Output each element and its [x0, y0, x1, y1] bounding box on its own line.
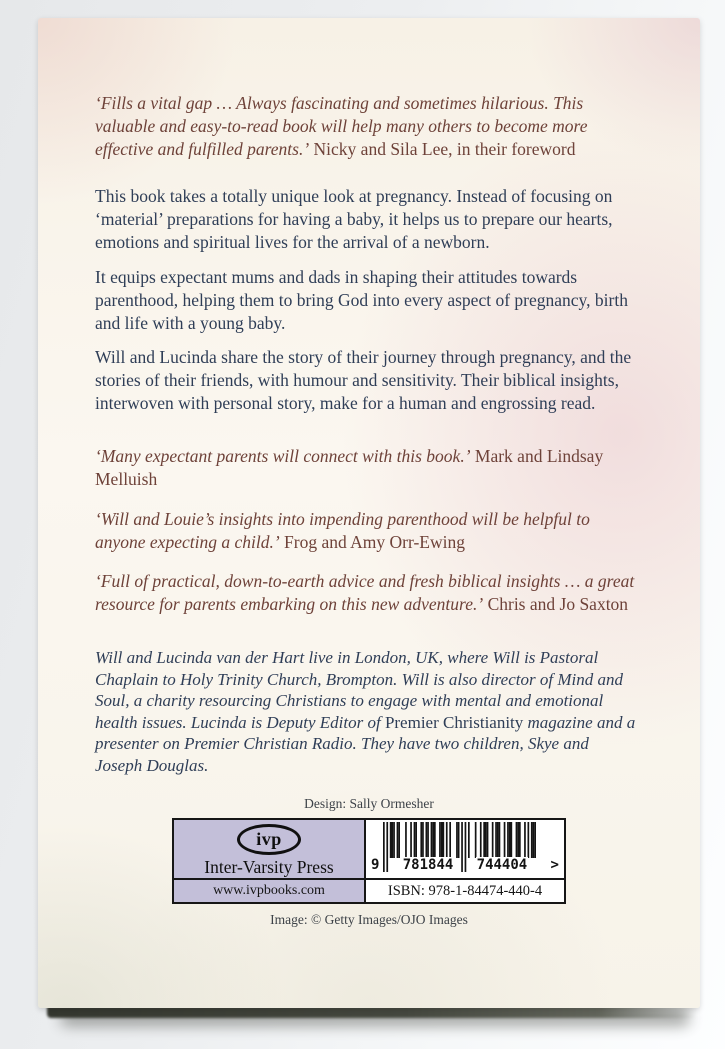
publisher-website: www.ivpbooks.com	[213, 883, 325, 898]
blurb-paragraph-1: This book takes a totally unique look at pregnancy. Instead of focusing on ‘material’ preparations for having a baby, it helps us to prepare our hearts, emotions and spiritual lives for the arrival of a newborn.	[95, 186, 613, 252]
design-credit: Design: Sally Ormesher	[304, 796, 434, 811]
publisher-panel	[172, 818, 566, 904]
blurb-paragraph-3: Will and Lucinda share the story of their journey through pregnancy, and the stories of their friends, with humour and sensitivity. Their biblical insights, interwoven with personal story, make for a human and engrossing read.	[95, 347, 632, 413]
quote-attribution: Mark and Lindsay Melluish	[95, 446, 604, 489]
quote-text: ‘Fills a vital gap … Always fascinating and sometimes hilarious. This valuable and easy-to-read book will help many others to become more effective and fulfilled parents.’	[95, 93, 588, 159]
quote-attribution: Chris and Jo Saxton	[483, 594, 629, 614]
back-cover-content	[38, 18, 700, 928]
barcode-digit-first: 9	[371, 857, 380, 873]
endorsement-quote-3	[95, 570, 640, 616]
author-bio	[95, 647, 640, 776]
publisher-name: Inter-Varsity Press	[204, 857, 334, 877]
isbn-cell	[364, 878, 564, 902]
quote-text: ‘Will and Louie’s insights into impending parenthood will be helpful to anyone expecting a child.’	[95, 509, 590, 552]
barcode-end-marker: >	[550, 857, 559, 873]
quote-text: ‘Many expectant parents will connect with this book.’	[95, 446, 471, 466]
endorsement-quote-2	[95, 508, 640, 554]
bio-magazine-title: Premier Christianity	[384, 712, 524, 732]
barcode	[366, 820, 564, 878]
image-credit: Image: © Getty Images/OJO Images	[270, 912, 468, 927]
publisher-logo-cell	[174, 820, 364, 878]
quote-attribution: Nicky and Sila Lee, in their foreword	[309, 139, 576, 159]
isbn-label: ISBN: 978-1-84474-440-4	[387, 882, 543, 899]
bio-text: magazine and a presenter on Premier Christian Radio. They have two children, Skye and Joseph Douglas.	[95, 712, 636, 775]
quote-text: ‘Full of practical, down-to-earth advice and fresh biblical insights … a great resource for parents embarking on this new adventure.’	[95, 571, 635, 614]
barcode-digit-right-group: 744404	[476, 857, 528, 873]
ivp-logo: ivp	[237, 824, 301, 855]
endorsement-quote-1	[95, 445, 640, 491]
blurb-paragraph-2: It equips expectant mums and dads in shaping their attitudes towards parenthood, helping them to bring God into every aspect of pregnancy, birth and life with a young baby.	[95, 267, 628, 333]
publisher-website-cell	[174, 878, 364, 902]
bio-text: Will and Lucinda van der Hart live in London, UK, where Will is Pastoral Chaplain to Holy Trinity Church, Brompton. Will is also director of Mind and Soul, a charity resourcing Christians to engage with mental and emotional health issues. Lucinda is Deputy Editor of	[95, 648, 623, 732]
book-back-cover	[38, 18, 700, 1008]
barcode-cell	[364, 820, 564, 878]
barcode-digit-left-group: 781844	[402, 857, 454, 873]
quote-attribution: Frog and Amy Orr-Ewing	[279, 532, 465, 552]
barcode-digits	[366, 857, 564, 874]
foreword-endorsement-quote	[95, 92, 640, 161]
